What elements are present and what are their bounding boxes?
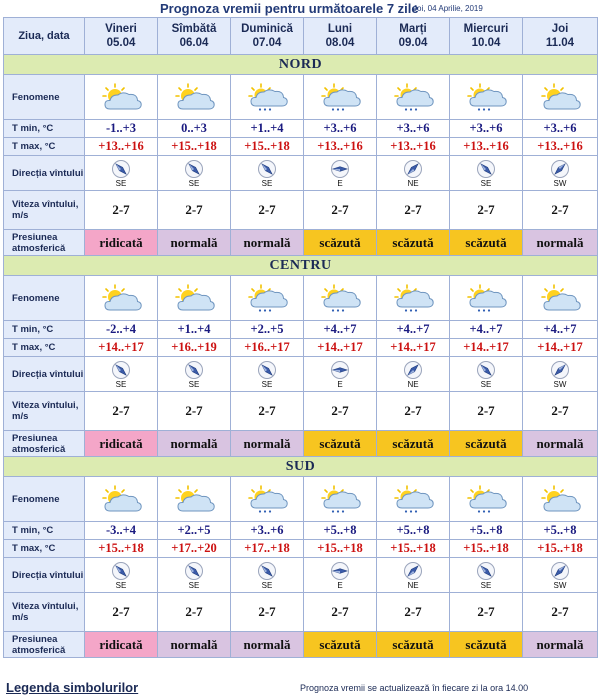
wind-direction-text: SW (553, 380, 567, 389)
row-label-tmin: T min, °C (4, 522, 85, 540)
day-name: Sîmbătă (171, 23, 217, 35)
compass-icon (231, 159, 303, 179)
region-row (4, 55, 598, 75)
region-row (4, 256, 598, 276)
day-date: 10.04 (471, 37, 501, 49)
compass-icon (158, 561, 230, 581)
wind-direction-cell (85, 558, 158, 593)
compass-icon (304, 561, 376, 581)
wind-speed-cell: 2-7 (231, 191, 304, 230)
wind-direction-cell (523, 558, 598, 593)
cloud-rain-icon (231, 75, 304, 120)
wind-speed-cell: 2-7 (85, 191, 158, 230)
tmin-cell: +5..+8 (377, 522, 450, 540)
partly-cloudy-icon (85, 75, 158, 120)
compass-icon (450, 159, 522, 179)
cloud-rain-icon (304, 75, 377, 120)
pressure-cell: normală (158, 431, 231, 457)
pressure-cell: normală (158, 632, 231, 658)
tmax-cell: +14..+17 (450, 339, 523, 357)
wind-direction-cell (231, 558, 304, 593)
wind-direction-cell (158, 357, 231, 392)
pressure-cell: scăzută (304, 632, 377, 658)
tmin-row (4, 321, 598, 339)
wind-direction-cell (304, 357, 377, 392)
compass-icon (377, 360, 449, 380)
pressure-cell: normală (523, 632, 598, 658)
wind-direction-text: SE (261, 179, 273, 188)
compass-icon (304, 360, 376, 380)
page-footer (0, 678, 600, 697)
row-label-phenomena: Fenomene (4, 276, 85, 321)
wind-direction-cell (450, 558, 523, 593)
wind-direction-row (4, 558, 598, 593)
day-name: Duminică (241, 23, 293, 35)
day-header (450, 18, 523, 55)
region-row (4, 457, 598, 477)
wind-speed-cell: 2-7 (377, 191, 450, 230)
cloud-rain-icon (304, 276, 377, 321)
wind-direction-cell (158, 156, 231, 191)
cloud-rain-icon (450, 276, 523, 321)
cloud-rain-icon (231, 276, 304, 321)
row-label-pressure: Presiunea atmosferică (4, 230, 85, 256)
compass-icon (377, 159, 449, 179)
day-header (85, 18, 158, 55)
pressure-cell: scăzută (377, 632, 450, 658)
region-title: CENTRU (4, 256, 598, 276)
wind-direction-text: SW (553, 581, 567, 590)
tmin-cell: +4..+7 (377, 321, 450, 339)
day-name: Vineri (105, 23, 137, 35)
wind-direction-text: NE (407, 179, 419, 188)
tmin-cell: -2..+4 (85, 321, 158, 339)
wind-direction-text: SE (188, 581, 200, 590)
forecast-table (3, 17, 598, 658)
update-note: Prognoza vremii se actualizează în fiecare zi la ora 14.00 (300, 683, 529, 693)
wind-speed-row (4, 593, 598, 632)
compass-icon (85, 360, 157, 380)
tmin-cell: +3..+6 (523, 120, 598, 138)
cloud-rain-icon (377, 276, 450, 321)
pressure-cell: scăzută (304, 431, 377, 457)
tmax-cell: +14..+17 (85, 339, 158, 357)
tmin-cell: +2..+5 (231, 321, 304, 339)
wind-direction-cell (304, 558, 377, 593)
day-date: 11.04 (545, 37, 575, 49)
pressure-row (4, 632, 598, 658)
compass-icon (450, 561, 522, 581)
tmax-row (4, 339, 598, 357)
day-name: Marți (399, 23, 427, 35)
row-label-wind-direction: Direcția vîntului (4, 156, 85, 191)
cloud-rain-icon (377, 75, 450, 120)
phenomena-row (4, 477, 598, 522)
wind-direction-cell (231, 156, 304, 191)
wind-direction-cell (304, 156, 377, 191)
partly-cloudy-icon (158, 477, 231, 522)
tmax-cell: +13..+16 (85, 138, 158, 156)
wind-speed-cell: 2-7 (450, 593, 523, 632)
corner-header: Ziua, data (4, 18, 85, 55)
tmin-row (4, 120, 598, 138)
wind-speed-cell: 2-7 (158, 593, 231, 632)
tmax-cell: +14..+17 (377, 339, 450, 357)
cloud-rain-icon (450, 477, 523, 522)
tmin-cell: -3..+4 (85, 522, 158, 540)
day-header-row (4, 18, 598, 55)
wind-speed-cell: 2-7 (377, 593, 450, 632)
row-label-wind-direction: Direcția vîntului (4, 357, 85, 392)
compass-icon (523, 561, 597, 581)
compass-icon (85, 159, 157, 179)
page-header (0, 0, 600, 18)
compass-icon (523, 360, 597, 380)
wind-speed-cell: 2-7 (377, 392, 450, 431)
compass-icon (450, 360, 522, 380)
wind-direction-text: E (337, 581, 343, 590)
row-label-wind-direction: Direcția vîntului (4, 558, 85, 593)
pressure-cell: normală (231, 632, 304, 658)
day-date: 05.04 (106, 37, 136, 49)
pressure-cell: ridicată (85, 431, 158, 457)
wind-speed-cell: 2-7 (304, 593, 377, 632)
compass-icon (231, 360, 303, 380)
tmin-cell: +1..+4 (231, 120, 304, 138)
row-label-pressure: Presiunea atmosferică (4, 632, 85, 658)
tmax-cell: +17..+20 (158, 540, 231, 558)
wind-speed-cell: 2-7 (304, 392, 377, 431)
wind-direction-text: SE (188, 179, 200, 188)
row-label-phenomena: Fenomene (4, 477, 85, 522)
compass-icon (377, 561, 449, 581)
tmin-cell: +5..+8 (304, 522, 377, 540)
tmax-cell: +17..+18 (231, 540, 304, 558)
pressure-cell: scăzută (450, 632, 523, 658)
wind-direction-text: E (337, 380, 343, 389)
pressure-cell: scăzută (377, 230, 450, 256)
wind-direction-cell (523, 156, 598, 191)
wind-speed-cell: 2-7 (85, 593, 158, 632)
wind-speed-row (4, 191, 598, 230)
wind-direction-cell (85, 357, 158, 392)
partly-cloudy-icon (523, 75, 598, 120)
row-label-tmax: T max, °C (4, 138, 85, 156)
day-header (377, 18, 450, 55)
day-name: Joi (551, 23, 569, 35)
wind-direction-cell (377, 558, 450, 593)
wind-direction-text: NE (407, 581, 419, 590)
tmin-cell: +1..+4 (158, 321, 231, 339)
wind-direction-text: SE (480, 380, 492, 389)
row-label-phenomena: Fenomene (4, 75, 85, 120)
partly-cloudy-icon (158, 75, 231, 120)
wind-direction-text: E (337, 179, 343, 188)
tmin-cell: +3..+6 (304, 120, 377, 138)
pressure-cell: normală (523, 230, 598, 256)
wind-direction-text: SE (480, 581, 492, 590)
wind-speed-cell: 2-7 (523, 191, 598, 230)
wind-direction-cell (450, 156, 523, 191)
tmin-cell: +3..+6 (450, 120, 523, 138)
pressure-cell: normală (231, 230, 304, 256)
partly-cloudy-icon (85, 477, 158, 522)
wind-speed-cell: 2-7 (158, 392, 231, 431)
pressure-cell: ridicată (85, 230, 158, 256)
partly-cloudy-icon (158, 276, 231, 321)
tmin-cell: +4..+7 (304, 321, 377, 339)
legend-link[interactable]: Legenda simbolurilor (6, 680, 139, 695)
tmax-cell: +15..+18 (85, 540, 158, 558)
wind-speed-cell: 2-7 (231, 392, 304, 431)
partly-cloudy-icon (85, 276, 158, 321)
region-title: SUD (4, 457, 598, 477)
tmin-cell: 0..+3 (158, 120, 231, 138)
wind-speed-cell: 2-7 (158, 191, 231, 230)
wind-direction-text: SW (553, 179, 567, 188)
wind-direction-cell (377, 156, 450, 191)
pressure-cell: scăzută (450, 230, 523, 256)
day-header (158, 18, 231, 55)
tmax-cell: +16..+17 (231, 339, 304, 357)
tmin-row (4, 522, 598, 540)
row-label-tmax: T max, °C (4, 540, 85, 558)
wind-direction-text: SE (115, 581, 127, 590)
wind-direction-cell (377, 357, 450, 392)
row-label-tmax: T max, °C (4, 339, 85, 357)
wind-speed-cell: 2-7 (450, 392, 523, 431)
phenomena-row (4, 75, 598, 120)
phenomena-row (4, 276, 598, 321)
tmin-cell: +4..+7 (450, 321, 523, 339)
tmax-cell: +15..+18 (158, 138, 231, 156)
wind-speed-cell: 2-7 (523, 593, 598, 632)
tmax-cell: +16..+19 (158, 339, 231, 357)
tmin-cell: +5..+8 (523, 522, 598, 540)
row-label-wind-speed: Viteza vîntului, m/s (4, 392, 85, 431)
compass-icon (523, 159, 597, 179)
pressure-row (4, 230, 598, 256)
current-date: Joi, 04 Aprilie, 2019 (413, 4, 483, 13)
wind-direction-text: SE (261, 380, 273, 389)
compass-icon (158, 159, 230, 179)
wind-direction-text: SE (480, 179, 492, 188)
tmax-cell: +13..+16 (304, 138, 377, 156)
pressure-cell: normală (523, 431, 598, 457)
compass-icon (304, 159, 376, 179)
tmax-row (4, 138, 598, 156)
tmin-cell: +3..+6 (231, 522, 304, 540)
tmax-cell: +15..+18 (304, 540, 377, 558)
partly-cloudy-icon (523, 477, 598, 522)
wind-speed-cell: 2-7 (85, 392, 158, 431)
wind-direction-text: NE (407, 380, 419, 389)
row-label-tmin: T min, °C (4, 321, 85, 339)
wind-speed-cell: 2-7 (231, 593, 304, 632)
day-header (523, 18, 598, 55)
tmin-cell: +4..+7 (523, 321, 598, 339)
day-name: Miercuri (463, 23, 509, 35)
wind-speed-row (4, 392, 598, 431)
day-date: 08.04 (325, 37, 355, 49)
pressure-row (4, 431, 598, 457)
compass-icon (85, 561, 157, 581)
day-header (231, 18, 304, 55)
compass-icon (158, 360, 230, 380)
wind-direction-cell (85, 156, 158, 191)
tmax-cell: +13..+16 (450, 138, 523, 156)
tmax-cell: +15..+18 (231, 138, 304, 156)
tmax-cell: +15..+18 (377, 540, 450, 558)
wind-direction-text: SE (115, 179, 127, 188)
wind-direction-row (4, 357, 598, 392)
pressure-cell: scăzută (377, 431, 450, 457)
tmax-cell: +13..+16 (377, 138, 450, 156)
cloud-rain-icon (450, 75, 523, 120)
wind-direction-text: SE (261, 581, 273, 590)
tmax-cell: +14..+17 (304, 339, 377, 357)
tmax-cell: +15..+18 (523, 540, 598, 558)
cloud-rain-icon (231, 477, 304, 522)
wind-direction-cell (523, 357, 598, 392)
region-title: NORD (4, 55, 598, 75)
wind-direction-text: SE (115, 380, 127, 389)
pressure-cell: normală (231, 431, 304, 457)
wind-direction-cell (158, 558, 231, 593)
day-name: Luni (327, 23, 353, 35)
tmin-cell: +5..+8 (450, 522, 523, 540)
wind-direction-cell (231, 357, 304, 392)
pressure-cell: ridicată (85, 632, 158, 658)
row-label-wind-speed: Viteza vîntului, m/s (4, 593, 85, 632)
wind-direction-row (4, 156, 598, 191)
tmax-row (4, 540, 598, 558)
partly-cloudy-icon (523, 276, 598, 321)
wind-speed-cell: 2-7 (450, 191, 523, 230)
day-date: 07.04 (252, 37, 282, 49)
cloud-rain-icon (377, 477, 450, 522)
page-title: Prognoza vremii pentru următoarele 7 zile (160, 1, 419, 16)
cloud-rain-icon (304, 477, 377, 522)
row-label-pressure: Presiunea atmosferică (4, 431, 85, 457)
wind-speed-cell: 2-7 (304, 191, 377, 230)
tmin-cell: +2..+5 (158, 522, 231, 540)
pressure-cell: normală (158, 230, 231, 256)
tmin-cell: +3..+6 (377, 120, 450, 138)
pressure-cell: scăzută (450, 431, 523, 457)
pressure-cell: scăzută (304, 230, 377, 256)
row-label-wind-speed: Viteza vîntului, m/s (4, 191, 85, 230)
wind-speed-cell: 2-7 (523, 392, 598, 431)
tmax-cell: +13..+16 (523, 138, 598, 156)
tmin-cell: -1..+3 (85, 120, 158, 138)
day-date: 06.04 (179, 37, 209, 49)
wind-direction-cell (450, 357, 523, 392)
compass-icon (231, 561, 303, 581)
tmax-cell: +15..+18 (450, 540, 523, 558)
tmax-cell: +14..+17 (523, 339, 598, 357)
row-label-tmin: T min, °C (4, 120, 85, 138)
day-header (304, 18, 377, 55)
wind-direction-text: SE (188, 380, 200, 389)
day-date: 09.04 (398, 37, 428, 49)
